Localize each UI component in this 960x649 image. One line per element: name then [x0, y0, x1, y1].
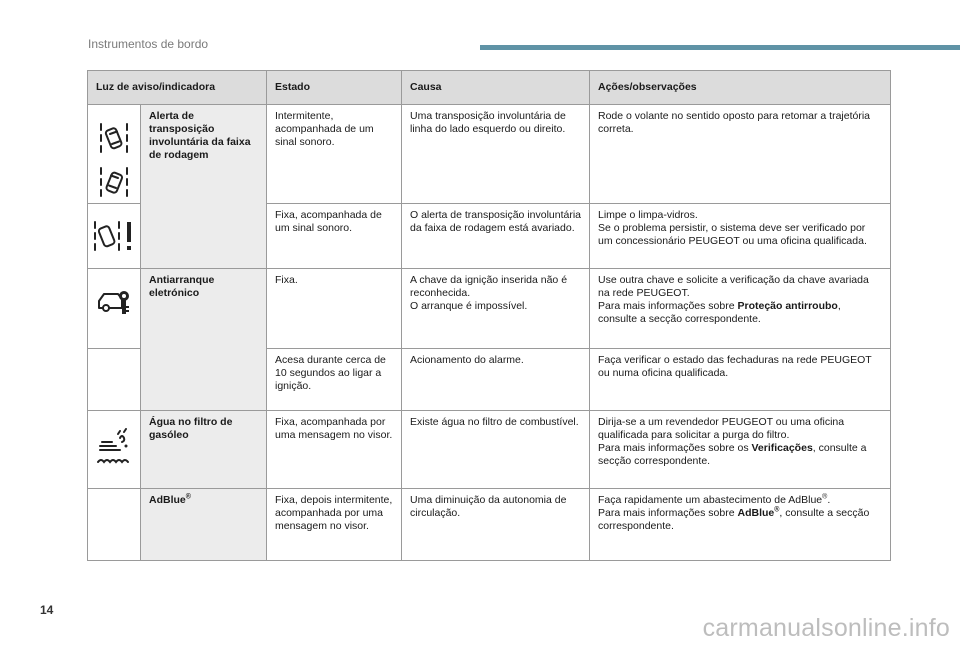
header-accent-bar	[480, 45, 960, 50]
immobiliser-name: Antiarranque eletrónico	[141, 269, 267, 411]
lane-actions-2-line2: Se o problema persistir, o sistema deve ser verificado por um concessionário PEUGEOT ou uma oficina qualificada.	[598, 222, 867, 247]
immobiliser-icon-cell	[88, 269, 141, 349]
lane-departure-icon	[97, 122, 131, 154]
section-title: Instrumentos de bordo	[88, 37, 209, 51]
adblue-cause: Uma diminuição da autonomia de circulação.	[402, 489, 590, 561]
lane-status-2: Fixa, acompanhada de um sinal sonoro.	[267, 204, 402, 269]
lane-actions-1: Rode o volante no sentido oposto para retomar a trajetória correta.	[590, 105, 891, 204]
immobiliser-actions-1	[590, 269, 891, 349]
lane-alert-name: Alerta de transposição involuntária da faixa de rodagem	[141, 105, 267, 269]
text-segment: Para mais informações sobre	[598, 507, 738, 519]
lane-departure-fault-icon	[92, 219, 136, 255]
text-segment: Faça rapidamente um abastecimento de AdBlue	[598, 494, 823, 506]
table-row	[88, 489, 891, 561]
table-row	[88, 411, 891, 489]
cross-reference: Verificações	[751, 442, 813, 454]
adblue-status: Fixa, depois intermitente, acompanhada por uma mensagem no visor.	[267, 489, 402, 561]
water-status: Fixa, acompanhada por uma mensagem no visor.	[267, 411, 402, 489]
text-segment: , consulte a secção correspondente.	[598, 507, 870, 532]
immobiliser-actions-2: Faça verificar o estado das fechaduras na rede PEUGEOT ou numa oficina qualificada.	[590, 349, 891, 411]
water-actions-line1: Dirija-se a um revendedor PEUGEOT ou uma oficina qualificada para solicitar a purga do filtro.	[598, 416, 845, 441]
water-actions	[590, 411, 891, 489]
watermark: carmanualsonline.info	[702, 614, 950, 642]
water-actions-line2	[598, 442, 882, 468]
cross-reference: Proteção antirroubo	[737, 300, 838, 312]
adblue-name	[141, 489, 267, 561]
text-segment: Para mais informações sobre	[598, 300, 738, 312]
empty-icon-cell	[88, 489, 141, 561]
water-filter-name: Água no filtro de gasóleo	[141, 411, 267, 489]
column-header-light: Luz de aviso/indicadora	[88, 71, 267, 105]
text-segment: .	[827, 494, 831, 506]
immobiliser-key-icon	[96, 286, 132, 316]
adblue-actions	[590, 489, 891, 561]
immobiliser-cause-1	[402, 269, 590, 349]
adblue-name-text: AdBlue	[149, 494, 186, 506]
table-header-row	[88, 71, 891, 105]
lane-status-1: Intermitente, acompanhada de um sinal sonoro.	[267, 105, 402, 204]
page-number: 14	[40, 603, 54, 617]
lane-actions-2	[590, 204, 891, 269]
immobiliser-cause-1-line1: A chave da ignição inserida não é reconhecida.	[410, 274, 568, 299]
lane-icon-cell	[88, 105, 141, 204]
immobiliser-actions-1-line1: Use outra chave e solicite a verificação da chave avariada na rede PEUGEOT.	[598, 274, 869, 299]
lane-departure-icon	[97, 166, 131, 198]
registered-mark: ®	[185, 493, 191, 501]
empty-icon-cell	[88, 349, 141, 411]
water-cause: Existe água no filtro de combustível.	[402, 411, 590, 489]
text-segment: Para mais informações sobre os	[598, 442, 752, 454]
registered-mark: ®	[774, 506, 780, 514]
table-row	[88, 269, 891, 349]
water-in-diesel-icon	[94, 426, 134, 466]
immobiliser-status-2: Acesa durante cerca de 10 segundos ao ligar a ignição.	[267, 349, 402, 411]
column-header-status: Estado	[267, 71, 402, 105]
text-segment: , consulte a secção correspondente.	[598, 300, 841, 325]
lane-actions-2-line1: Limpe o limpa-vidros.	[598, 209, 698, 221]
lane-cause-1: Uma transposição involuntária de linha do lado esquerdo ou direito.	[402, 105, 590, 204]
adblue-actions-line2	[598, 507, 882, 533]
lane-fault-icon-cell	[88, 204, 141, 269]
immobiliser-status-1: Fixa.	[267, 269, 402, 349]
adblue-actions-line1	[598, 494, 882, 507]
table-row	[88, 105, 891, 204]
text-segment: , consulte a secção correspondente.	[598, 442, 867, 467]
cross-reference: AdBlue	[737, 507, 775, 519]
column-header-actions: Ações/observações	[590, 71, 891, 105]
warning-lights-table	[87, 70, 891, 561]
registered-mark: ®	[822, 493, 828, 501]
column-header-cause: Causa	[402, 71, 590, 105]
immobiliser-cause-1-line2: O arranque é impossível.	[410, 300, 528, 312]
lane-cause-2: O alerta de transposição involuntária da faixa de rodagem está avariado.	[402, 204, 590, 269]
immobiliser-actions-1-line2	[598, 300, 882, 326]
immobiliser-cause-2: Acionamento do alarme.	[402, 349, 590, 411]
water-icon-cell	[88, 411, 141, 489]
